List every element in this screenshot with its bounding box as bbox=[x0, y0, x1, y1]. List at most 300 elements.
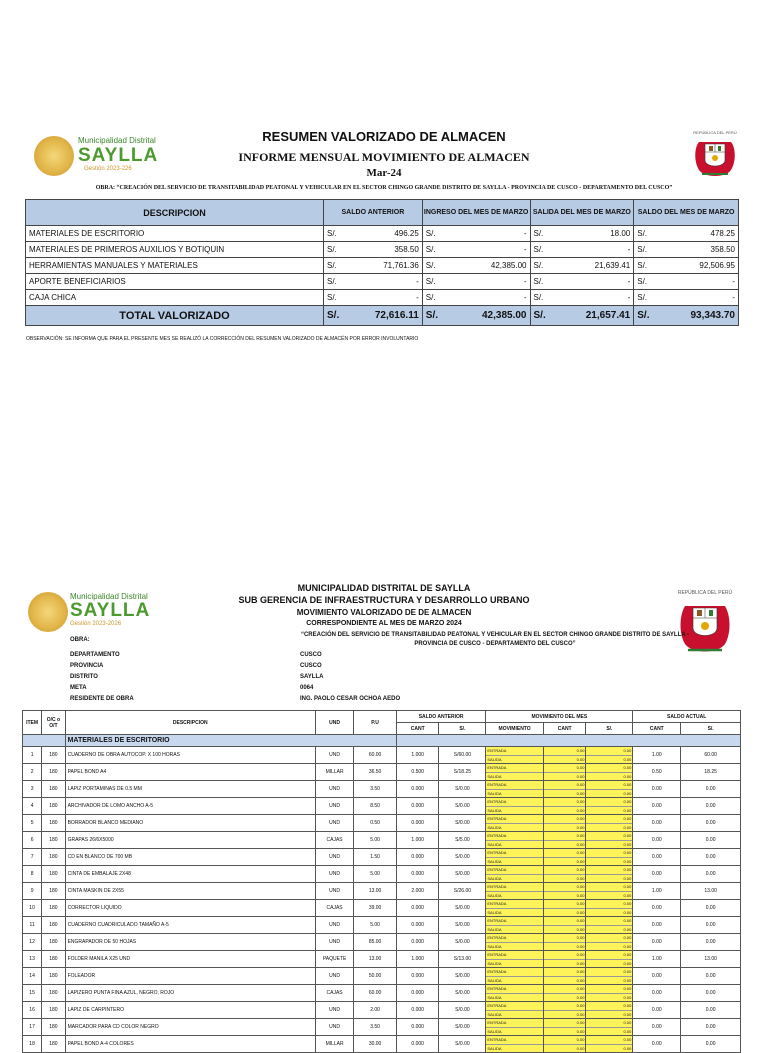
shield-label: REPÚBLICA DEL PERÚ bbox=[677, 590, 733, 596]
total-currency: S/. bbox=[324, 306, 346, 326]
item-unit: MILLAR bbox=[315, 764, 353, 781]
oc-number: 180 bbox=[42, 832, 65, 849]
col-saldo-mes: SALDO DEL MES DE MARZO bbox=[634, 200, 739, 226]
saldo-act-cant: 0.00 bbox=[633, 934, 681, 951]
entrada-value: 0.00 bbox=[623, 969, 632, 974]
info-value: 0064 bbox=[300, 685, 314, 691]
saldo-act-soles: 0.00 bbox=[681, 1036, 741, 1053]
summary-row bbox=[26, 226, 739, 242]
total-salida: 21,657.41 bbox=[552, 306, 634, 326]
value-saldo-anterior: - bbox=[346, 274, 423, 290]
item-description: LAPIZERO PUNTA FINA AZUL, NEGRO, ROJO bbox=[65, 985, 315, 1002]
currency-symbol: S/. bbox=[530, 226, 552, 242]
entrada-value: 0.00 bbox=[576, 884, 585, 889]
value-ingreso: 42,385.00 bbox=[444, 258, 530, 274]
salida-value: 0.00 bbox=[544, 789, 586, 797]
municipality-title: MUNICIPALIDAD DISTRITAL DE SAYLLA bbox=[297, 583, 471, 593]
table-row bbox=[23, 1002, 741, 1019]
total-currency: S/. bbox=[634, 306, 656, 326]
salida-label: SALIDA bbox=[486, 755, 543, 763]
value-saldo-anterior: 71,761.36 bbox=[346, 258, 423, 274]
value-ingreso: - bbox=[444, 226, 530, 242]
oc-number: 180 bbox=[42, 866, 65, 883]
item-unit: UND bbox=[315, 798, 353, 815]
entrada-value: 0.00 bbox=[576, 1003, 585, 1008]
value-saldo-anterior: 496.25 bbox=[346, 226, 423, 242]
oc-number: 180 bbox=[42, 985, 65, 1002]
item-number: 12 bbox=[23, 934, 42, 951]
item-unit-price: 60.00 bbox=[354, 985, 397, 1002]
saldo-act-soles: 13.00 bbox=[681, 883, 741, 900]
movement-cant bbox=[543, 968, 586, 985]
item-number: 9 bbox=[23, 883, 42, 900]
info-label: DEPARTAMENTO bbox=[70, 652, 120, 658]
salida-value: 0.00 bbox=[544, 993, 586, 1001]
col-salida: SALIDA DEL MES DE MARZO bbox=[530, 200, 634, 226]
item-number: 1 bbox=[23, 747, 42, 764]
movement-cant bbox=[543, 917, 586, 934]
item-unit-price: 5.00 bbox=[354, 917, 397, 934]
oc-number: 180 bbox=[42, 815, 65, 832]
salida-value: 0.00 bbox=[544, 823, 586, 831]
saldo-act-cant: 0.00 bbox=[633, 849, 681, 866]
table-row bbox=[23, 849, 741, 866]
info-label: PROVINCIA bbox=[70, 663, 104, 669]
entrada-label: ENTRADA bbox=[487, 833, 507, 838]
value-saldo-mes: 478.25 bbox=[656, 226, 739, 242]
saldo-act-cant: 0.00 bbox=[633, 917, 681, 934]
movement-cant bbox=[543, 832, 586, 849]
entrada-value: 0.00 bbox=[576, 748, 585, 753]
item-description: LAPIZ PORTAMINAS DE 0.5 MM bbox=[65, 781, 315, 798]
movement-cant bbox=[543, 1036, 586, 1053]
currency-symbol: S/. bbox=[634, 274, 656, 290]
movement-soles bbox=[586, 832, 633, 849]
logo-name: SAYLLA bbox=[78, 145, 159, 166]
salida-label: SALIDA bbox=[486, 789, 543, 797]
row-description: HERRAMIENTAS MANUALES Y MATERIALES bbox=[26, 258, 324, 274]
logo-subtitle: Municipalidad Distrital bbox=[70, 592, 148, 601]
salida-value: 0.00 bbox=[586, 891, 632, 899]
movement-type bbox=[486, 798, 544, 815]
table-row bbox=[23, 798, 741, 815]
value-salida: - bbox=[552, 242, 634, 258]
saldo-ant-cant: 0.000 bbox=[396, 968, 439, 985]
saldo-act-soles: 0.00 bbox=[681, 832, 741, 849]
movement-soles bbox=[586, 781, 633, 798]
salida-label: SALIDA bbox=[486, 891, 543, 899]
salida-label: SALIDA bbox=[486, 925, 543, 933]
movement-type bbox=[486, 968, 544, 985]
value-saldo-mes: 358.50 bbox=[656, 242, 739, 258]
entrada-value: 0.00 bbox=[623, 986, 632, 991]
item-number: 16 bbox=[23, 1002, 42, 1019]
saldo-ant-soles: S/0.00 bbox=[439, 934, 486, 951]
currency-symbol: S/. bbox=[422, 258, 444, 274]
item-unit-price: 13.00 bbox=[354, 883, 397, 900]
item-number: 18 bbox=[23, 1036, 42, 1053]
salida-label: SALIDA bbox=[486, 1044, 543, 1052]
salida-value: 0.00 bbox=[586, 942, 632, 950]
saldo-ant-cant: 0.000 bbox=[396, 900, 439, 917]
item-unit: UND bbox=[315, 917, 353, 934]
obra-description: OBRA: “CREACIÓN DEL SERVICIO DE TRANSITABILIDAD PEATONAL Y VEHICULAR EN EL SECTOR CHINGO GRANDE DISTRITO DE SAYLLA - PROVINCIA DE CUSCO - DEPARTAMENTO DEL CUSCO” bbox=[95, 185, 673, 191]
value-salida: 18.00 bbox=[552, 226, 634, 242]
movement-type bbox=[486, 747, 544, 764]
saldo-act-soles: 0.00 bbox=[681, 798, 741, 815]
entrada-value: 0.00 bbox=[623, 935, 632, 940]
entrada-value: 0.00 bbox=[576, 935, 585, 940]
value-salida: 21,639.41 bbox=[552, 258, 634, 274]
item-unit: UND bbox=[315, 747, 353, 764]
entrada-label: ENTRADA bbox=[487, 867, 507, 872]
saldo-act-cant: 0.00 bbox=[633, 866, 681, 883]
item-unit-price: 60.00 bbox=[354, 747, 397, 764]
movement-type bbox=[486, 1036, 544, 1053]
item-number: 4 bbox=[23, 798, 42, 815]
col-saldo-actual: SALDO ACTUAL bbox=[633, 711, 741, 723]
movement-type bbox=[486, 781, 544, 798]
item-number: 6 bbox=[23, 832, 42, 849]
entrada-value: 0.00 bbox=[576, 901, 585, 906]
movement-soles bbox=[586, 815, 633, 832]
saldo-ant-soles: S/0.00 bbox=[439, 781, 486, 798]
saldo-ant-cant: 0.000 bbox=[396, 849, 439, 866]
entrada-value: 0.00 bbox=[576, 850, 585, 855]
salida-value: 0.00 bbox=[586, 806, 632, 814]
salida-value: 0.00 bbox=[586, 908, 632, 916]
summary-row bbox=[26, 258, 739, 274]
item-description: CUADERNO CUADRICULADO TAMAÑO A-5 bbox=[65, 917, 315, 934]
col-descripcion: DESCRIPCION bbox=[65, 711, 315, 735]
salida-value: 0.00 bbox=[544, 925, 586, 933]
movement-soles bbox=[586, 951, 633, 968]
entrada-value: 0.00 bbox=[576, 867, 585, 872]
item-unit: UND bbox=[315, 1002, 353, 1019]
item-number: 2 bbox=[23, 764, 42, 781]
saldo-ant-cant: 0.000 bbox=[396, 798, 439, 815]
col-saldo-anterior: SALDO ANTERIOR bbox=[324, 200, 423, 226]
oc-number: 180 bbox=[42, 764, 65, 781]
movement-cant bbox=[543, 747, 586, 764]
entrada-label: ENTRADA bbox=[487, 901, 507, 906]
table-row bbox=[23, 951, 741, 968]
salida-value: 0.00 bbox=[586, 874, 632, 882]
logo-gestion: Gestión 2023-2026 bbox=[70, 621, 122, 627]
saldo-ant-soles: S/18.25 bbox=[439, 764, 486, 781]
info-value: ING. PAOLO CESAR OCHOA AEDO bbox=[300, 696, 401, 702]
currency-symbol: S/. bbox=[634, 258, 656, 274]
entrada-label: ENTRADA bbox=[487, 986, 507, 991]
table-row bbox=[23, 1019, 741, 1036]
table-row bbox=[23, 985, 741, 1002]
item-number: 14 bbox=[23, 968, 42, 985]
movement-soles bbox=[586, 900, 633, 917]
item-description: LAPIZ DE CARPINTERO bbox=[65, 1002, 315, 1019]
total-row bbox=[26, 306, 739, 326]
salida-value: 0.00 bbox=[586, 823, 632, 831]
table-row bbox=[23, 1036, 741, 1053]
entrada-value: 0.00 bbox=[576, 986, 585, 991]
movement-type bbox=[486, 917, 544, 934]
saldo-act-cant: 0.00 bbox=[633, 832, 681, 849]
movement-cant bbox=[543, 985, 586, 1002]
movement-soles bbox=[586, 934, 633, 951]
info-value: CUSCO bbox=[300, 663, 322, 669]
entrada-value: 0.00 bbox=[623, 1003, 632, 1008]
col-pu: P.U bbox=[354, 711, 397, 735]
currency-symbol: S/. bbox=[422, 290, 444, 306]
saldo-act-cant: 0.00 bbox=[633, 1019, 681, 1036]
salida-value: 0.00 bbox=[544, 755, 586, 763]
saldo-ant-cant: 0.000 bbox=[396, 1002, 439, 1019]
info-label: OBRA: bbox=[70, 637, 90, 643]
col-und: UND bbox=[315, 711, 353, 735]
saldo-act-cant: 1.00 bbox=[633, 951, 681, 968]
salida-value: 0.00 bbox=[586, 1027, 632, 1035]
movement-soles bbox=[586, 968, 633, 985]
salida-value: 0.00 bbox=[544, 772, 586, 780]
item-unit-price: 3.50 bbox=[354, 781, 397, 798]
salida-label: SALIDA bbox=[486, 806, 543, 814]
salida-value: 0.00 bbox=[586, 857, 632, 865]
total-saldo-anterior: 72,616.11 bbox=[346, 306, 423, 326]
saldo-ant-soles: S/26.00 bbox=[439, 883, 486, 900]
item-unit-price: 50.00 bbox=[354, 968, 397, 985]
item-unit: UND bbox=[315, 849, 353, 866]
col-saldo-anterior: SALDO ANTERIOR bbox=[396, 711, 485, 723]
entrada-value: 0.00 bbox=[623, 952, 632, 957]
oc-number: 180 bbox=[42, 1036, 65, 1053]
salida-value: 0.00 bbox=[544, 1044, 586, 1052]
item-description: GRAPAS 26/6X5000 bbox=[65, 832, 315, 849]
movement-cant bbox=[543, 815, 586, 832]
saldo-ant-cant: 1.000 bbox=[396, 832, 439, 849]
saldo-act-cant: 0.00 bbox=[633, 985, 681, 1002]
table-row bbox=[23, 900, 741, 917]
salida-value: 0.00 bbox=[586, 1044, 632, 1052]
saldo-ant-cant: 1.000 bbox=[396, 951, 439, 968]
movement-type bbox=[486, 985, 544, 1002]
movement-soles bbox=[586, 985, 633, 1002]
saldo-ant-soles: S/0.00 bbox=[439, 866, 486, 883]
value-saldo-mes: - bbox=[656, 290, 739, 306]
saldo-ant-cant: 1.000 bbox=[396, 747, 439, 764]
salida-label: SALIDA bbox=[486, 976, 543, 984]
saldo-act-soles: 60.00 bbox=[681, 747, 741, 764]
item-number: 7 bbox=[23, 849, 42, 866]
col-movimiento: MOVIMIENTO bbox=[486, 723, 544, 735]
summary-row bbox=[26, 274, 739, 290]
info-value: CUSCO bbox=[300, 652, 322, 658]
movement-type bbox=[486, 832, 544, 849]
movement-type bbox=[486, 951, 544, 968]
currency-symbol: S/. bbox=[530, 242, 552, 258]
table-row bbox=[23, 832, 741, 849]
entrada-label: ENTRADA bbox=[487, 816, 507, 821]
oc-number: 180 bbox=[42, 1002, 65, 1019]
item-description: PAPEL BOND A-4 COLORES bbox=[65, 1036, 315, 1053]
movement-cant bbox=[543, 849, 586, 866]
item-description: BORRADOR BLANCO MEDIANO bbox=[65, 815, 315, 832]
item-unit-price: 0.50 bbox=[354, 815, 397, 832]
saldo-ant-cant: 0.000 bbox=[396, 781, 439, 798]
section-title: MATERIALES DE ESCRITORIO bbox=[65, 735, 396, 747]
detail-body bbox=[23, 747, 741, 1053]
salida-label: SALIDA bbox=[486, 959, 543, 967]
item-description: CINTA MASKIN DE 2X55 bbox=[65, 883, 315, 900]
oc-number: 180 bbox=[42, 747, 65, 764]
movement-soles bbox=[586, 917, 633, 934]
item-unit-price: 36.50 bbox=[354, 764, 397, 781]
item-unit: UND bbox=[315, 968, 353, 985]
saldo-act-cant: 0.00 bbox=[633, 968, 681, 985]
salida-value: 0.00 bbox=[586, 993, 632, 1001]
entrada-label: ENTRADA bbox=[487, 748, 507, 753]
salida-value: 0.00 bbox=[586, 1010, 632, 1018]
item-description: CORRECTOR LIQUIDO bbox=[65, 900, 315, 917]
table-row bbox=[23, 781, 741, 798]
movement-type bbox=[486, 815, 544, 832]
item-description: CUADERNO DE OBRA AUTOCOP. X 100 HORAS bbox=[65, 747, 315, 764]
entrada-value: 0.00 bbox=[576, 1020, 585, 1025]
saldo-ant-soles: S/0.00 bbox=[439, 849, 486, 866]
total-saldo-mes: 93,343.70 bbox=[656, 306, 739, 326]
table-row bbox=[23, 747, 741, 764]
oc-number: 180 bbox=[42, 849, 65, 866]
entrada-value: 0.00 bbox=[623, 1020, 632, 1025]
saldo-ant-cant: 0.000 bbox=[396, 866, 439, 883]
value-salida: - bbox=[552, 290, 634, 306]
entrada-value: 0.00 bbox=[623, 884, 632, 889]
col-soles: S/. bbox=[439, 723, 486, 735]
salida-value: 0.00 bbox=[586, 772, 632, 780]
value-ingreso: - bbox=[444, 242, 530, 258]
movement-type bbox=[486, 764, 544, 781]
item-unit-price: 2.00 bbox=[354, 1002, 397, 1019]
entrada-label: ENTRADA bbox=[487, 969, 507, 974]
item-description: FOLDER MANILA X25 UND bbox=[65, 951, 315, 968]
currency-symbol: S/. bbox=[324, 226, 346, 242]
row-description: MATERIALES DE ESCRITORIO bbox=[26, 226, 324, 242]
table-row bbox=[23, 917, 741, 934]
summary-row bbox=[26, 242, 739, 258]
subgerencia-title: SUB GERENCIA DE INFRAESTRUCTURA Y DESARROLLO URBANO bbox=[238, 595, 530, 605]
salida-value: 0.00 bbox=[544, 857, 586, 865]
saldo-act-cant: 0.00 bbox=[633, 1002, 681, 1019]
entrada-label: ENTRADA bbox=[487, 952, 507, 957]
salida-value: 0.00 bbox=[586, 976, 632, 984]
saldo-act-soles: 0.00 bbox=[681, 934, 741, 951]
salida-value: 0.00 bbox=[586, 959, 632, 967]
oc-number: 180 bbox=[42, 798, 65, 815]
shield-label: REPÚBLICA DEL PERÚ bbox=[693, 130, 737, 135]
value-saldo-mes: - bbox=[656, 274, 739, 290]
movement-cant bbox=[543, 866, 586, 883]
saldo-act-cant: 0.50 bbox=[633, 764, 681, 781]
oc-number: 180 bbox=[42, 1019, 65, 1036]
salida-value: 0.00 bbox=[544, 1027, 586, 1035]
item-description: ARCHIVADOR DE LOMO ANCHO A-5 bbox=[65, 798, 315, 815]
salida-label: SALIDA bbox=[486, 823, 543, 831]
salida-value: 0.00 bbox=[544, 959, 586, 967]
saldo-act-soles: 0.00 bbox=[681, 985, 741, 1002]
period-title: CORRESPONDIENTE AL MES DE MARZO 2024 bbox=[306, 620, 462, 627]
entrada-value: 0.00 bbox=[623, 901, 632, 906]
saldo-ant-soles: S/0.00 bbox=[439, 798, 486, 815]
currency-symbol: S/. bbox=[634, 226, 656, 242]
saldo-ant-soles: S/0.00 bbox=[439, 900, 486, 917]
summary-body bbox=[26, 226, 739, 306]
currency-symbol: S/. bbox=[634, 242, 656, 258]
item-unit: UND bbox=[315, 866, 353, 883]
item-number: 17 bbox=[23, 1019, 42, 1036]
entrada-label: ENTRADA bbox=[487, 782, 507, 787]
currency-symbol: S/. bbox=[324, 274, 346, 290]
salida-value: 0.00 bbox=[544, 942, 586, 950]
currency-symbol: S/. bbox=[324, 290, 346, 306]
salida-label: SALIDA bbox=[486, 1010, 543, 1018]
movement-type bbox=[486, 934, 544, 951]
currency-symbol: S/. bbox=[422, 226, 444, 242]
oc-number: 180 bbox=[42, 781, 65, 798]
movement-soles bbox=[586, 866, 633, 883]
item-unit: UND bbox=[315, 815, 353, 832]
oc-number: 180 bbox=[42, 968, 65, 985]
row-description: CAJA CHICA bbox=[26, 290, 324, 306]
entrada-value: 0.00 bbox=[576, 799, 585, 804]
info-label: DISTRITO bbox=[70, 674, 98, 680]
logo-name: SAYLLA bbox=[70, 600, 151, 621]
table-row bbox=[23, 866, 741, 883]
table-row bbox=[23, 764, 741, 781]
currency-symbol: S/. bbox=[530, 290, 552, 306]
currency-symbol: S/. bbox=[530, 274, 552, 290]
saldo-ant-soles: S/0.00 bbox=[439, 968, 486, 985]
item-unit: UND bbox=[315, 1019, 353, 1036]
entrada-label: ENTRADA bbox=[487, 850, 507, 855]
table-row bbox=[23, 968, 741, 985]
item-unit-price: 13.00 bbox=[354, 951, 397, 968]
entrada-value: 0.00 bbox=[576, 1037, 585, 1042]
movement-soles bbox=[586, 1019, 633, 1036]
saldo-ant-soles: S/0.00 bbox=[439, 1036, 486, 1053]
salida-value: 0.00 bbox=[586, 925, 632, 933]
salida-label: SALIDA bbox=[486, 772, 543, 780]
report-title: RESUMEN VALORIZADO DE ALMACEN bbox=[262, 129, 506, 144]
saldo-act-soles: 0.00 bbox=[681, 815, 741, 832]
observation-note: OBSERVACIÓN: SE INFORMA QUE PARA EL PRESENTE MES SE REALIZÓ LA CORRECCIÓN DEL RESUMEN VALORIZADO DE ALMACÉN POR ERROR INVOLUNTARIO bbox=[26, 336, 419, 342]
entrada-label: ENTRADA bbox=[487, 935, 507, 940]
item-unit: MILLAR bbox=[315, 1036, 353, 1053]
oc-number: 180 bbox=[42, 900, 65, 917]
salida-value: 0.00 bbox=[586, 755, 632, 763]
item-unit-price: 8.50 bbox=[354, 798, 397, 815]
movement-soles bbox=[586, 747, 633, 764]
item-number: 5 bbox=[23, 815, 42, 832]
item-unit: PAQUETE bbox=[315, 951, 353, 968]
item-unit-price: 5.00 bbox=[354, 832, 397, 849]
col-act-soles: S/. bbox=[681, 723, 741, 735]
salida-value: 0.00 bbox=[544, 976, 586, 984]
item-unit: CAJAS bbox=[315, 900, 353, 917]
logo-subtitle: Municipalidad Distrital bbox=[78, 136, 156, 145]
col-descripcion: DESCRIPCION bbox=[26, 200, 324, 226]
value-ingreso: - bbox=[444, 290, 530, 306]
value-salida: - bbox=[552, 274, 634, 290]
saldo-act-soles: 0.00 bbox=[681, 968, 741, 985]
saldo-act-soles: 18.25 bbox=[681, 764, 741, 781]
